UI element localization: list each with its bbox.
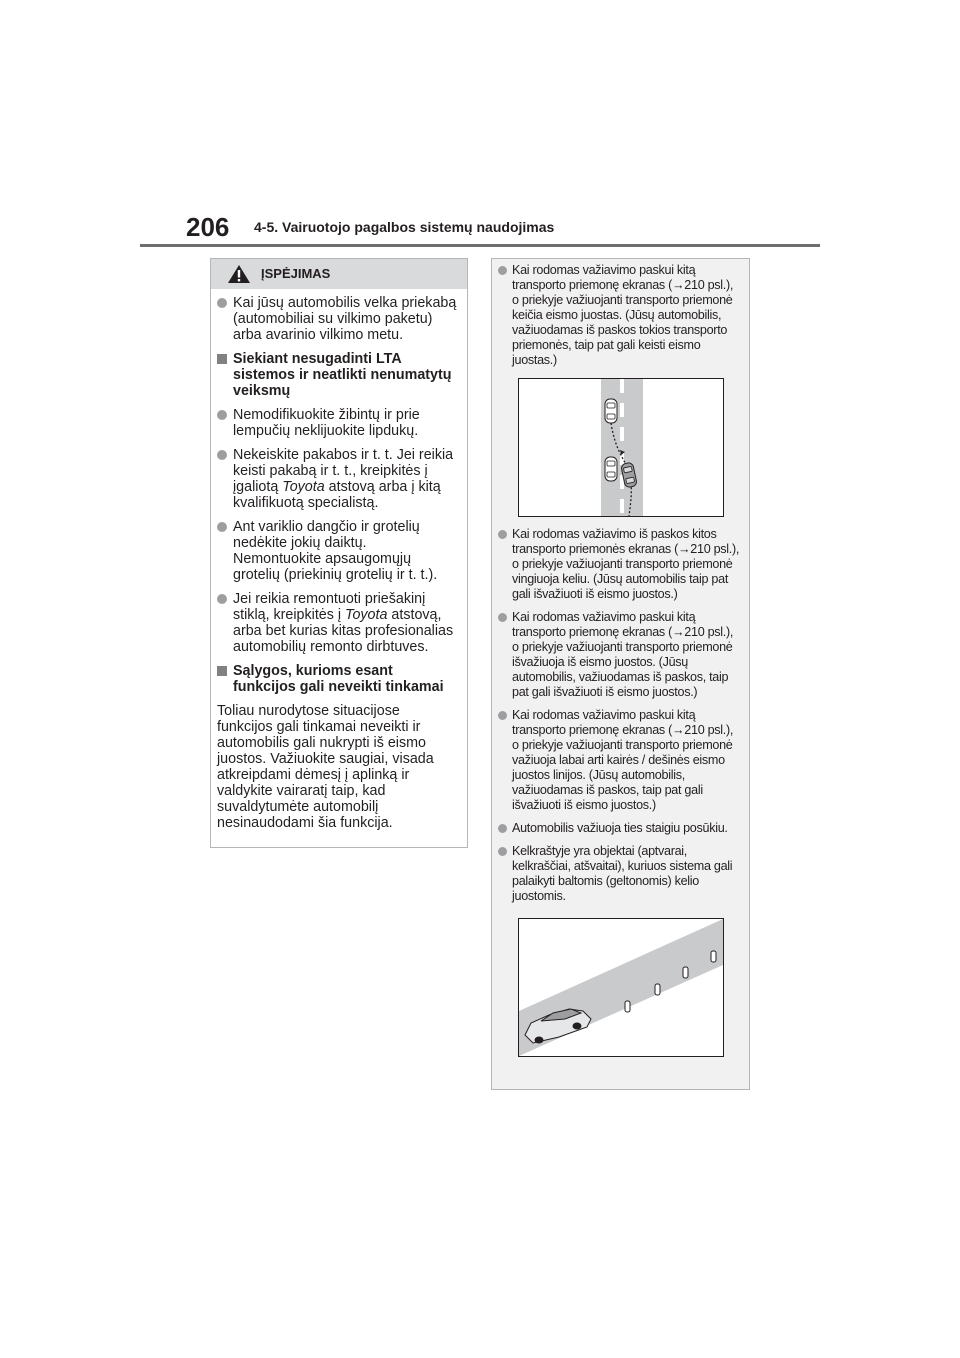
list-item	[498, 821, 741, 836]
list-item	[498, 708, 741, 813]
bullet-icon	[217, 450, 227, 460]
item-text: Ant variklio dangčio ir grotelių nedėkite jokių daiktų. Nemontuokite apsaugomųjų grotelių (priekinių grotelių ir t. t.).	[233, 519, 438, 583]
page-header	[140, 212, 820, 248]
lane-change-illustration	[518, 378, 724, 517]
list-item	[498, 263, 741, 368]
list-item	[217, 407, 457, 439]
bullet-icon	[217, 594, 227, 604]
own-car-icon	[605, 457, 617, 481]
brand-name: Toyota	[282, 479, 325, 495]
item-text: atstovą, arba bet kurias kitas profesionalias automobilių remonto dirbtuves.	[233, 607, 454, 655]
lead-car-icon	[605, 399, 617, 423]
bullet-icon	[217, 298, 227, 308]
item-text: Kai jūsų automobilis velka priekabą (automobiliai su vilkimo paketu) arba avarinio vilkimo metu.	[233, 295, 457, 343]
bullet-icon	[217, 410, 227, 420]
item-text: Kai rodomas važiavimo iš paskos kitos transporto priemonės ekranas (→210 psl.), o priekyje važiuojanti transporto priemonė vingiuoja keliu. (Jūsų automobilis taip pat gali išvažiuoti iš eismo juostos.)	[512, 527, 740, 601]
item-text: Kelkraštyje yra objektai (aptvarai, kelkraščiai, atšvaitai), kuriuos sistema gali palaikyti baltomis (geltonomis) kelio juostomis.	[512, 844, 733, 903]
item-text: Nemodifikuokite žibintų ir prie lempučių neklijuokite lipdukų.	[233, 407, 420, 439]
list-item	[498, 527, 741, 602]
bullet-icon	[498, 824, 507, 833]
bullet-icon	[498, 530, 507, 539]
list-item	[498, 610, 741, 700]
list-item	[498, 844, 741, 904]
item-text: Automobilis važiuoja ties staigiu posūkiu.	[512, 821, 728, 835]
list-item	[217, 591, 457, 655]
item-text: Kai rodomas važiavimo paskui kitą transporto priemonę ekranas (→210 psl.), o priekyje važiuojanti transporto priemonė važiuoja labai arti kairės / dešinės eismo juostos linijos. (Jūsų automobilis, važiuodamas iš paskos, taip pat gali išvažiuoti iš eismo juostos.)	[512, 708, 734, 812]
item-text: Nekeiskite pakabos ir t. t. Jei reikia keisti pakabą ir t. t., kreipkitės į įgaliotą	[233, 447, 454, 495]
warning-title: ĮSPĖJIMAS	[261, 266, 331, 281]
brand-name: Toyota	[345, 607, 388, 623]
bullet-icon	[498, 266, 507, 275]
square-bullet-icon	[217, 354, 227, 364]
roadside-objects-illustration	[518, 918, 724, 1057]
list-item	[217, 295, 457, 343]
warning-body	[211, 289, 467, 831]
warning-box	[210, 258, 468, 848]
subheading-text: Siekiant nesugadinti LTA sistemos ir neatlikti nenumatytų veiksmų	[233, 351, 452, 399]
bullet-icon	[498, 711, 507, 720]
subheading	[217, 663, 457, 695]
bullet-icon	[217, 522, 227, 532]
item-text: Kai rodomas važiavimo paskui kitą transporto priemonę ekranas (→210 psl.), o priekyje važiuojanti transporto priemonė išvažiuoja iš eismo juostos. (Jūsų automobilis, važiuodamas iš paskos, taip pat gali išvažiuoti iš eismo juostos.)	[512, 610, 734, 699]
conditions-box	[491, 258, 750, 1090]
header-divider	[140, 244, 820, 247]
list-item	[217, 519, 457, 583]
warning-triangle-icon	[227, 264, 251, 289]
square-bullet-icon	[217, 666, 227, 676]
subheading	[217, 351, 457, 399]
page-number: 206	[186, 212, 230, 242]
paragraph: Toliau nurodytose situacijose funkcijos gali tinkamai neveikti ir automobilis gali nukrypti iš eismo juostos. Važiuokite saugiai, visada atkreipdami dėmesį į aplinką ir valdykite vairaratį taip, kad suvaldytumėte automobilį nesinaudodami šia funkcija.	[217, 703, 434, 831]
conditions-body	[492, 259, 749, 1057]
item-text: Jei reikia remontuoti priešakinį stiklą, kreipkitės į	[233, 591, 426, 623]
section-title: 4-5. Vairuotojo pagalbos sistemų naudojimas	[254, 219, 555, 235]
subheading-text: Sąlygos, kurioms esant funkcijos gali neveikti tinkamai	[233, 663, 444, 695]
bullet-icon	[498, 847, 507, 856]
list-item	[217, 447, 457, 511]
item-text: atstovą arba į kitą kvalifikuotą specialistą.	[233, 479, 441, 511]
item-text: Kai rodomas važiavimo paskui kitą transporto priemonę ekranas (→210 psl.), o priekyje važiuojanti transporto priemonė keičia eismo juostas. (Jūsų automobilis, važiuodamas iš paskos tokios transporto priemonės, taip pat gali keisti eismo juostas.)	[512, 263, 734, 367]
bullet-icon	[498, 613, 507, 622]
warning-header	[211, 259, 467, 289]
